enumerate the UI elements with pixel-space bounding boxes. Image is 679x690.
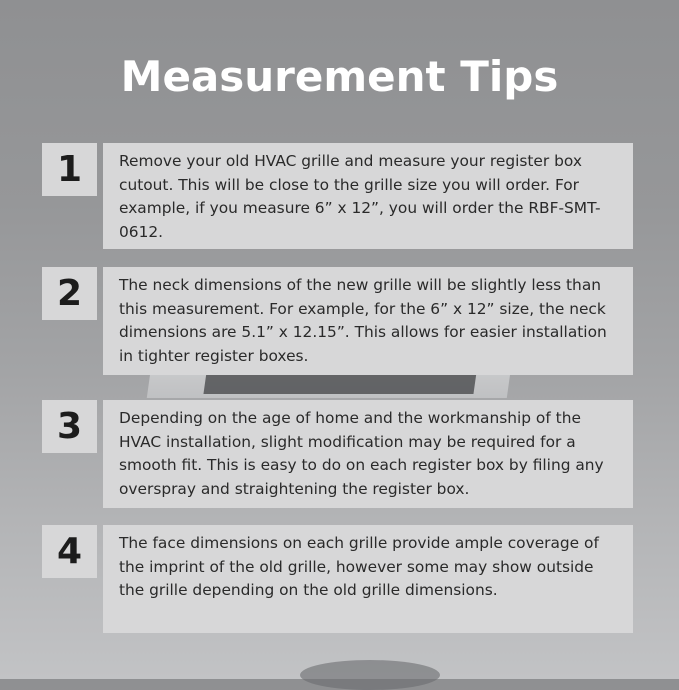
background-vent-opening [203,372,476,394]
tip-2-number: 2 [42,267,97,320]
tip-3-text: Depending on the age of home and the workmanship of the HVAC installation, slight modification may be required for a smooth fit. This is easy to do on each register box by filing any overspray and straightening the register box. [103,400,633,508]
tip-4-text: The face dimensions on each grille provide ample coverage of the imprint of the old grille, however some may show outside the grille depending on the old grille dimensions. [103,525,633,633]
tip-1-text: Remove your old HVAC grille and measure your register box cutout. This will be close to the grille size you will order. For example, if you measure 6” x 12”, you will order the RBF-SMT-0612. [103,143,633,249]
tip-4-number: 4 [42,525,97,578]
page-title: Measurement Tips [120,52,559,101]
tip-2-text: The neck dimensions of the new grille will be slightly less than this measurement. For example, for the 6” x 12” size, the neck dimensions are 5.1” x 12.15”. This allows for easier installation in tighter register boxes. [103,267,633,375]
background-shadow [300,660,440,690]
tip-1-number: 1 [42,143,97,196]
tip-3-number: 3 [42,400,97,453]
